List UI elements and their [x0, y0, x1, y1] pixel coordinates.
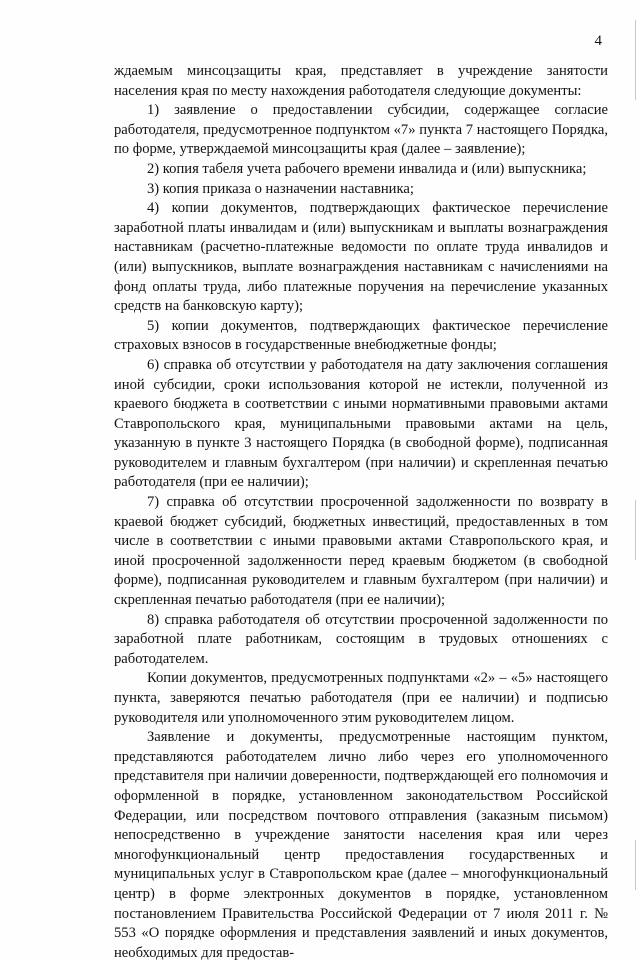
list-item-3: 3) копия приказа о назначении наставника;: [147, 180, 414, 197]
paragraph-copies: Копии документов, предусмотренных подпунктами «2» – «5» настоящего пункта, заверяются печатью работодателя (при ее наличии) и подписью руководителя или уполномоченного этим руководителем лицом.: [114, 670, 608, 726]
list-item-2: 2) копия табеля учета рабочего времени инвалида и (или) выпускника;: [147, 160, 587, 177]
page-number: 4: [594, 33, 602, 49]
list-item-8: 8) справка работодателя об отсутствии просроченной задолженности по заработной плате работникам, состоящим в трудовых отношениях с работодателем.: [114, 611, 608, 667]
list-item-4: 4) копии документов, подтверждающих фактическое перечисление заработной платы инвалидам и (или) выпускникам и выплаты вознаграждения наставникам (расчетно-платежные ведомости по оплате труда инвалидов и (или) выпускников, выплате вознаграждения наставникам с начислениями на фонд оплаты труда, либо платежные поручения на перечисление указанных средств на банковскую карту);: [114, 200, 608, 315]
scan-edge-mark: [635, 20, 636, 100]
list-item-6: 6) справка об отсутствии у работодателя на дату заключения соглашения иной субсидии, сроки использования которой не истекли, полученной из краевого бюджета в соответствии с иными нормативными правовыми актами Ставропольского края, муниципальными правовыми актами на цель, указанную в пункте 3 настоящего Порядка (в свободной форме), подписанная руководителем и главным бухгалтером (при наличии) и скрепленная печатью работодателя (при ее наличии);: [114, 356, 608, 491]
scan-edge-mark: [635, 500, 636, 560]
paragraph-submission: Заявление и документы, предусмотренные настоящим пунктом, представляются работодателем лично либо через его уполномоченного представителя при наличии доверенности, подтверждающей его полномочия и оформленной в порядке, установленном законодательством Российской Федерации, или посредством почтового отправления (заказным письмом) непосредственно в учреждение занятости населения края или через многофункциональный центр предоставления государственных и муниципальных услуг в Ставропольском крае (далее – многофункциональный центр) в форме электронных документов в порядке, установленном постановлением Правительства Российской Федерации от 7 июля 2011 г. № 553 «О порядке оформления и представления заявлений и иных документов, необходимых для предостав-: [114, 729, 608, 961]
list-item-1: 1) заявление о предоставлении субсидии, содержащее согласие работодателя, предусмотренное подпунктом «7» пункта 7 настоящего Порядка, по форме, утверждаемой минсоцзащиты края (далее – заявление);: [114, 102, 608, 158]
paragraph-continuation: ждаемым минсоцзащиты края, представляет в учреждение занятости населения края по месту нахождения работодателя следующие документы:: [114, 63, 608, 99]
list-item-7: 7) справка об отсутствии просроченной задолженности по возврату в краевой бюджет субсидий, бюджетных инвестиций, предоставленных в том числе в соответствии с иными правовыми актами Ставропольского края, и иной просроченной задолженности перед краевым бюджетом (в свободной форме), подписанная руководителем и главным бухгалтером (при наличии) и скрепленная печатью работодателя (при ее наличии);: [114, 494, 608, 609]
scan-edge-mark: [635, 840, 636, 890]
document-body: [114, 62, 608, 963]
list-item-5: 5) копии документов, подтверждающих фактическое перечисление страховых взносов в государственные внебюджетные фонды;: [114, 317, 608, 354]
